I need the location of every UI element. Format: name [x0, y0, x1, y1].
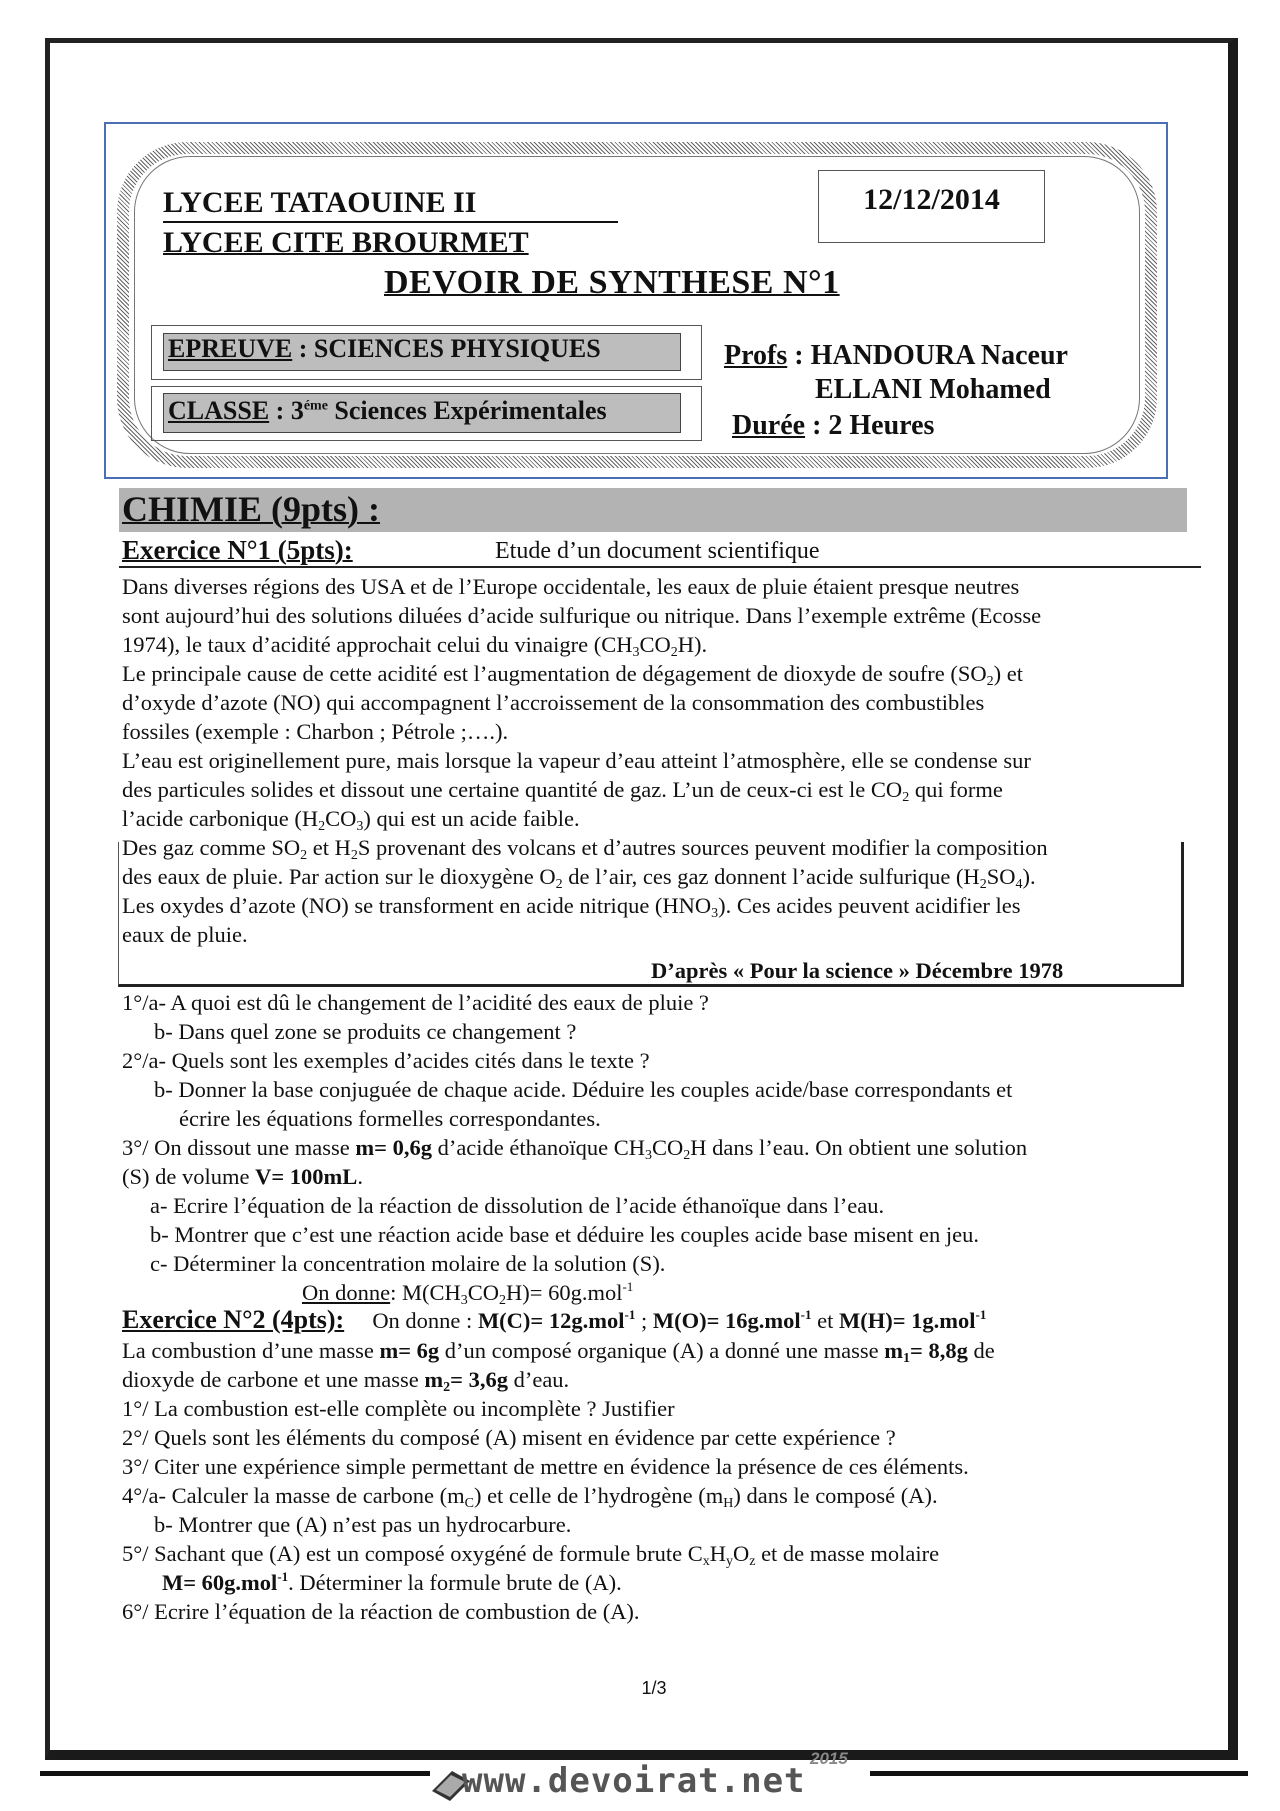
duree-line — [732, 410, 934, 442]
exercise-1-rule — [119, 566, 1201, 568]
text-line: Exercice N°2 (4pts): On donne : M(C)= 12g.mol$^{-1}$ ; M(O)= 16g.mol$^{-1}$ et M(H)= 1g.mol$^{-1}$ — [122, 1305, 987, 1334]
text-line: 5°/ Sachant que (A) est un composé oxygéné de formule brute $C_xH_yO_z$ et de masse molaire — [122, 1541, 940, 1569]
school-name-2: LYCEE CITE BROURMET — [163, 226, 529, 259]
text-line: b- Dans quel zone se produits ce changement ? — [154, 1019, 577, 1044]
text-line: 2°/ Quels sont les éléments du composé (A) misent en évidence par cette expérience ? — [122, 1425, 896, 1450]
quote-source: D’après « Pour la science » Décembre 1978 — [651, 958, 1064, 983]
text-line: des particules solides et dissout une certaine quantité de gaz. L’un de ceux-ci est le $CO_2$ qui forme — [122, 777, 1003, 805]
text-line: Les oxydes d’azote (NO) se transforment en acide nitrique $(HNO_3)$. Ces acides peuvent acidifier les — [122, 893, 1021, 921]
text-line: sont aujourd’hui des solutions diluées d’acide sulfurique ou nitrique. Dans l’exemple extrême (Ecosse — [122, 603, 1042, 628]
classe-value: Sciences Expérimentales — [327, 396, 607, 425]
exercise-1-subtitle: Etude d’un document scientifique — [495, 538, 820, 564]
school-name-1: LYCEE TATAOUINE II — [163, 186, 477, 219]
text-line: b- Montrer que c’est une réaction acide base et déduire les couples acide base misent en jeu. — [150, 1222, 980, 1247]
epreuve-value: : SCIENCES PHYSIQUES — [292, 334, 601, 363]
classe-prefix: : 3 — [269, 396, 304, 425]
text-line: b- Montrer que (A) n’est pas un hydrocarbure. — [154, 1512, 572, 1537]
text-line: L’eau est originellement pure, mais lorsque la vapeur d’eau atteint l’atmosphère, elle se condense sur — [122, 748, 1031, 773]
text-line: M= 60g.mol$^{-1}$. Déterminer la formule brute de (A). — [162, 1569, 622, 1595]
text-line: a- Ecrire l’équation de la réaction de dissolution de l’acide éthanoïque dans l’eau. — [150, 1193, 885, 1218]
text-line: 4°/a- Calculer la masse de carbone $(m_C)$ et celle de l’hydrogène $(m_H)$ dans le composé (A). — [122, 1483, 938, 1511]
text-line: l’acide carbonique $(H_2CO_3)$ qui est un acide faible. — [122, 806, 580, 834]
text-line: dioxyde de carbone et une masse $m_2= 3,6g$ d’eau. — [122, 1367, 570, 1395]
epreuve-label: EPREUVE — [168, 334, 293, 363]
classe-sup: éme — [303, 398, 328, 414]
text-line: Le principale cause de cette acidité est l’augmentation de dégagement de dioxyde de soufre $(SO_2)$ et — [122, 661, 1024, 689]
text-line: Dans diverses régions des USA et de l’Europe occidentale, les eaux de pluie étaient presque neutres — [122, 574, 1020, 599]
classe-line — [168, 396, 607, 426]
text-line: d’oxyde d’azote (NO) qui accompagnent l’accroissement de la consommation des combustibles — [122, 690, 985, 715]
exercise-1-title: Exercice N°1 (5pts): — [122, 535, 353, 565]
page-number: 1/3 — [641, 1678, 667, 1698]
text-line: des eaux de pluie. Par action sur le dioxygène $O_2$ de l’air, ces gaz donnent l’acide sulfurique $(H_2SO_4)$. — [122, 864, 1036, 892]
text-line: écrire les équations formelles correspondantes. — [179, 1106, 601, 1131]
epreuve-line — [168, 334, 601, 364]
text-line: On donne: $M(CH_3CO_2H)= 60g.mol^{-1}$ — [302, 1279, 634, 1308]
text-line: 3°/ On dissout une masse m= 0,6g d’acide éthanoïque $CH_3CO_2H$ dans l’eau. On obtient une solution — [122, 1135, 1028, 1163]
profs-label: Profs — [724, 340, 788, 371]
site-url: www.devoirat.net — [462, 1761, 806, 1801]
text-line: Des gaz comme $SO_2$ et $H_2S$ provenant des volcans et d’autres sources peuvent modifier la composition — [122, 835, 1048, 863]
text-line: 1°/ La combustion est-elle complète ou incomplète ? Justifier — [122, 1396, 675, 1421]
text-line: La combustion d’une masse m= 6g d’un composé organique (A) a donné une masse $m_1= 8,8g$ de — [122, 1338, 995, 1366]
prof-2: ELLANI Mohamed — [815, 374, 1051, 405]
school-name-underline — [163, 221, 618, 223]
duree-label: Durée — [732, 410, 806, 441]
text-line: 1°/a- A quoi est dû le changement de l’acidité des eaux de pluie ? — [122, 990, 709, 1015]
text-line: 1974), le taux d’acidité approchait celui du vinaigre $(CH_3CO_2H)$. — [122, 632, 708, 660]
text-line: 6°/ Ecrire l’équation de la réaction de combustion de (A). — [122, 1599, 640, 1624]
section-heading-chimie: CHIMIE (9pts) : — [122, 489, 380, 529]
text-line: (S) de volume V= 100mL. — [122, 1164, 363, 1189]
text-line: 2°/a- Quels sont les exemples d’acides cités dans le texte ? — [122, 1048, 650, 1073]
text-line: c- Déterminer la concentration molaire de la solution (S). — [150, 1251, 666, 1276]
prof-1: : HANDOURA Naceur — [787, 340, 1068, 371]
text-line: b- Donner la base conjuguée de chaque acide. Déduire les couples acide/base correspondants et — [154, 1077, 1013, 1102]
exam-date: 12/12/2014 — [863, 183, 1000, 216]
text-line: eaux de pluie. — [122, 922, 248, 947]
profs-line — [724, 340, 1068, 372]
text-line: 3°/ Citer une expérience simple permettant de mettre en évidence la présence de ces éléments. — [122, 1454, 969, 1479]
site-year: 2015 — [810, 1749, 848, 1768]
duree-value: : 2 Heures — [805, 410, 935, 441]
text-line: fossiles (exemple : Charbon ; Pétrole ;….). — [122, 719, 509, 744]
classe-label: CLASSE — [168, 396, 270, 425]
exam-title: DEVOIR DE SYNTHESE N°1 — [384, 264, 840, 301]
